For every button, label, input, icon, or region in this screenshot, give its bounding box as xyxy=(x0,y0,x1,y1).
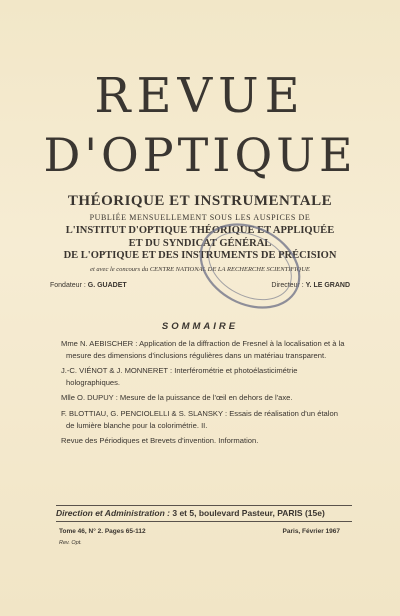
contents-item: J.-C. VIÉNOT & J. MONNERET : Interférométrie et photoélasticimétrie holographiques. xyxy=(61,366,298,387)
contents-list xyxy=(61,338,348,451)
founder-name: G. GUADET xyxy=(87,282,127,289)
journal-abbreviation: Rev. Opt. xyxy=(59,540,82,546)
contents-item: Mlle O. DUPUY : Mesure de la puissance de l'œil en dehors de l'axe. xyxy=(61,393,293,403)
director-label: Directeur : xyxy=(271,282,304,289)
contents-item: Revue des Périodiques et Brevets d'invention. Information. xyxy=(61,436,259,446)
institute-line: L'INSTITUT D'OPTIQUE THÉORIQUE ET APPLIQUÉE xyxy=(65,225,335,236)
auspices-line: PUBLIÉE MENSUELLEMENT SOUS LES AUSPICES DE xyxy=(89,213,311,222)
journal-subtitle: THÉORIQUE ET INSTRUMENTALE xyxy=(67,193,333,209)
divider xyxy=(56,505,352,506)
administration-line xyxy=(56,508,352,518)
director-name: Y. LE GRAND xyxy=(305,282,350,289)
syndicate-line: ET DU SYNDICAT GÉNÉRAL xyxy=(128,238,272,249)
founder xyxy=(50,282,127,289)
cnrs-line: et avec le concours du CENTRE NATIONAL DE LA RECHERCHE SCIENTIFIQUE xyxy=(90,266,310,273)
volume-info: Tome 46, N° 2. Pages 65-112 xyxy=(59,528,146,535)
sommaire-heading: SOMMAIRE xyxy=(161,321,239,332)
contents-item: F. BLOTTIAU, G. PENCIOLELLI & S. SLANSKY : Essais de réalisation d'un étalon de lumière blanche pour la colorimétrie. II. xyxy=(61,408,338,430)
optics-line: DE L'OPTIQUE ET DES INSTRUMENTS DE PRÉCISION xyxy=(63,250,337,261)
publication-date: Paris, Février 1967 xyxy=(282,528,340,535)
library-stamp-icon xyxy=(190,214,310,318)
founder-label: Fondateur : xyxy=(50,282,86,289)
admin-address: 3 et 5, boulevard Pasteur, PARIS (15e) xyxy=(172,508,325,518)
divider xyxy=(56,521,352,522)
journal-title-line1: REVUE xyxy=(94,68,306,124)
admin-label: Direction et Administration : xyxy=(56,508,170,518)
contents-item: Mme N. AEBISCHER : Application de la diffraction de Fresnel à la localisation et à la mesure des dimensions d'inclusions régulières dans un matériau transparent. xyxy=(61,339,345,360)
journal-title-line2: D'OPTIQUE xyxy=(43,128,357,182)
